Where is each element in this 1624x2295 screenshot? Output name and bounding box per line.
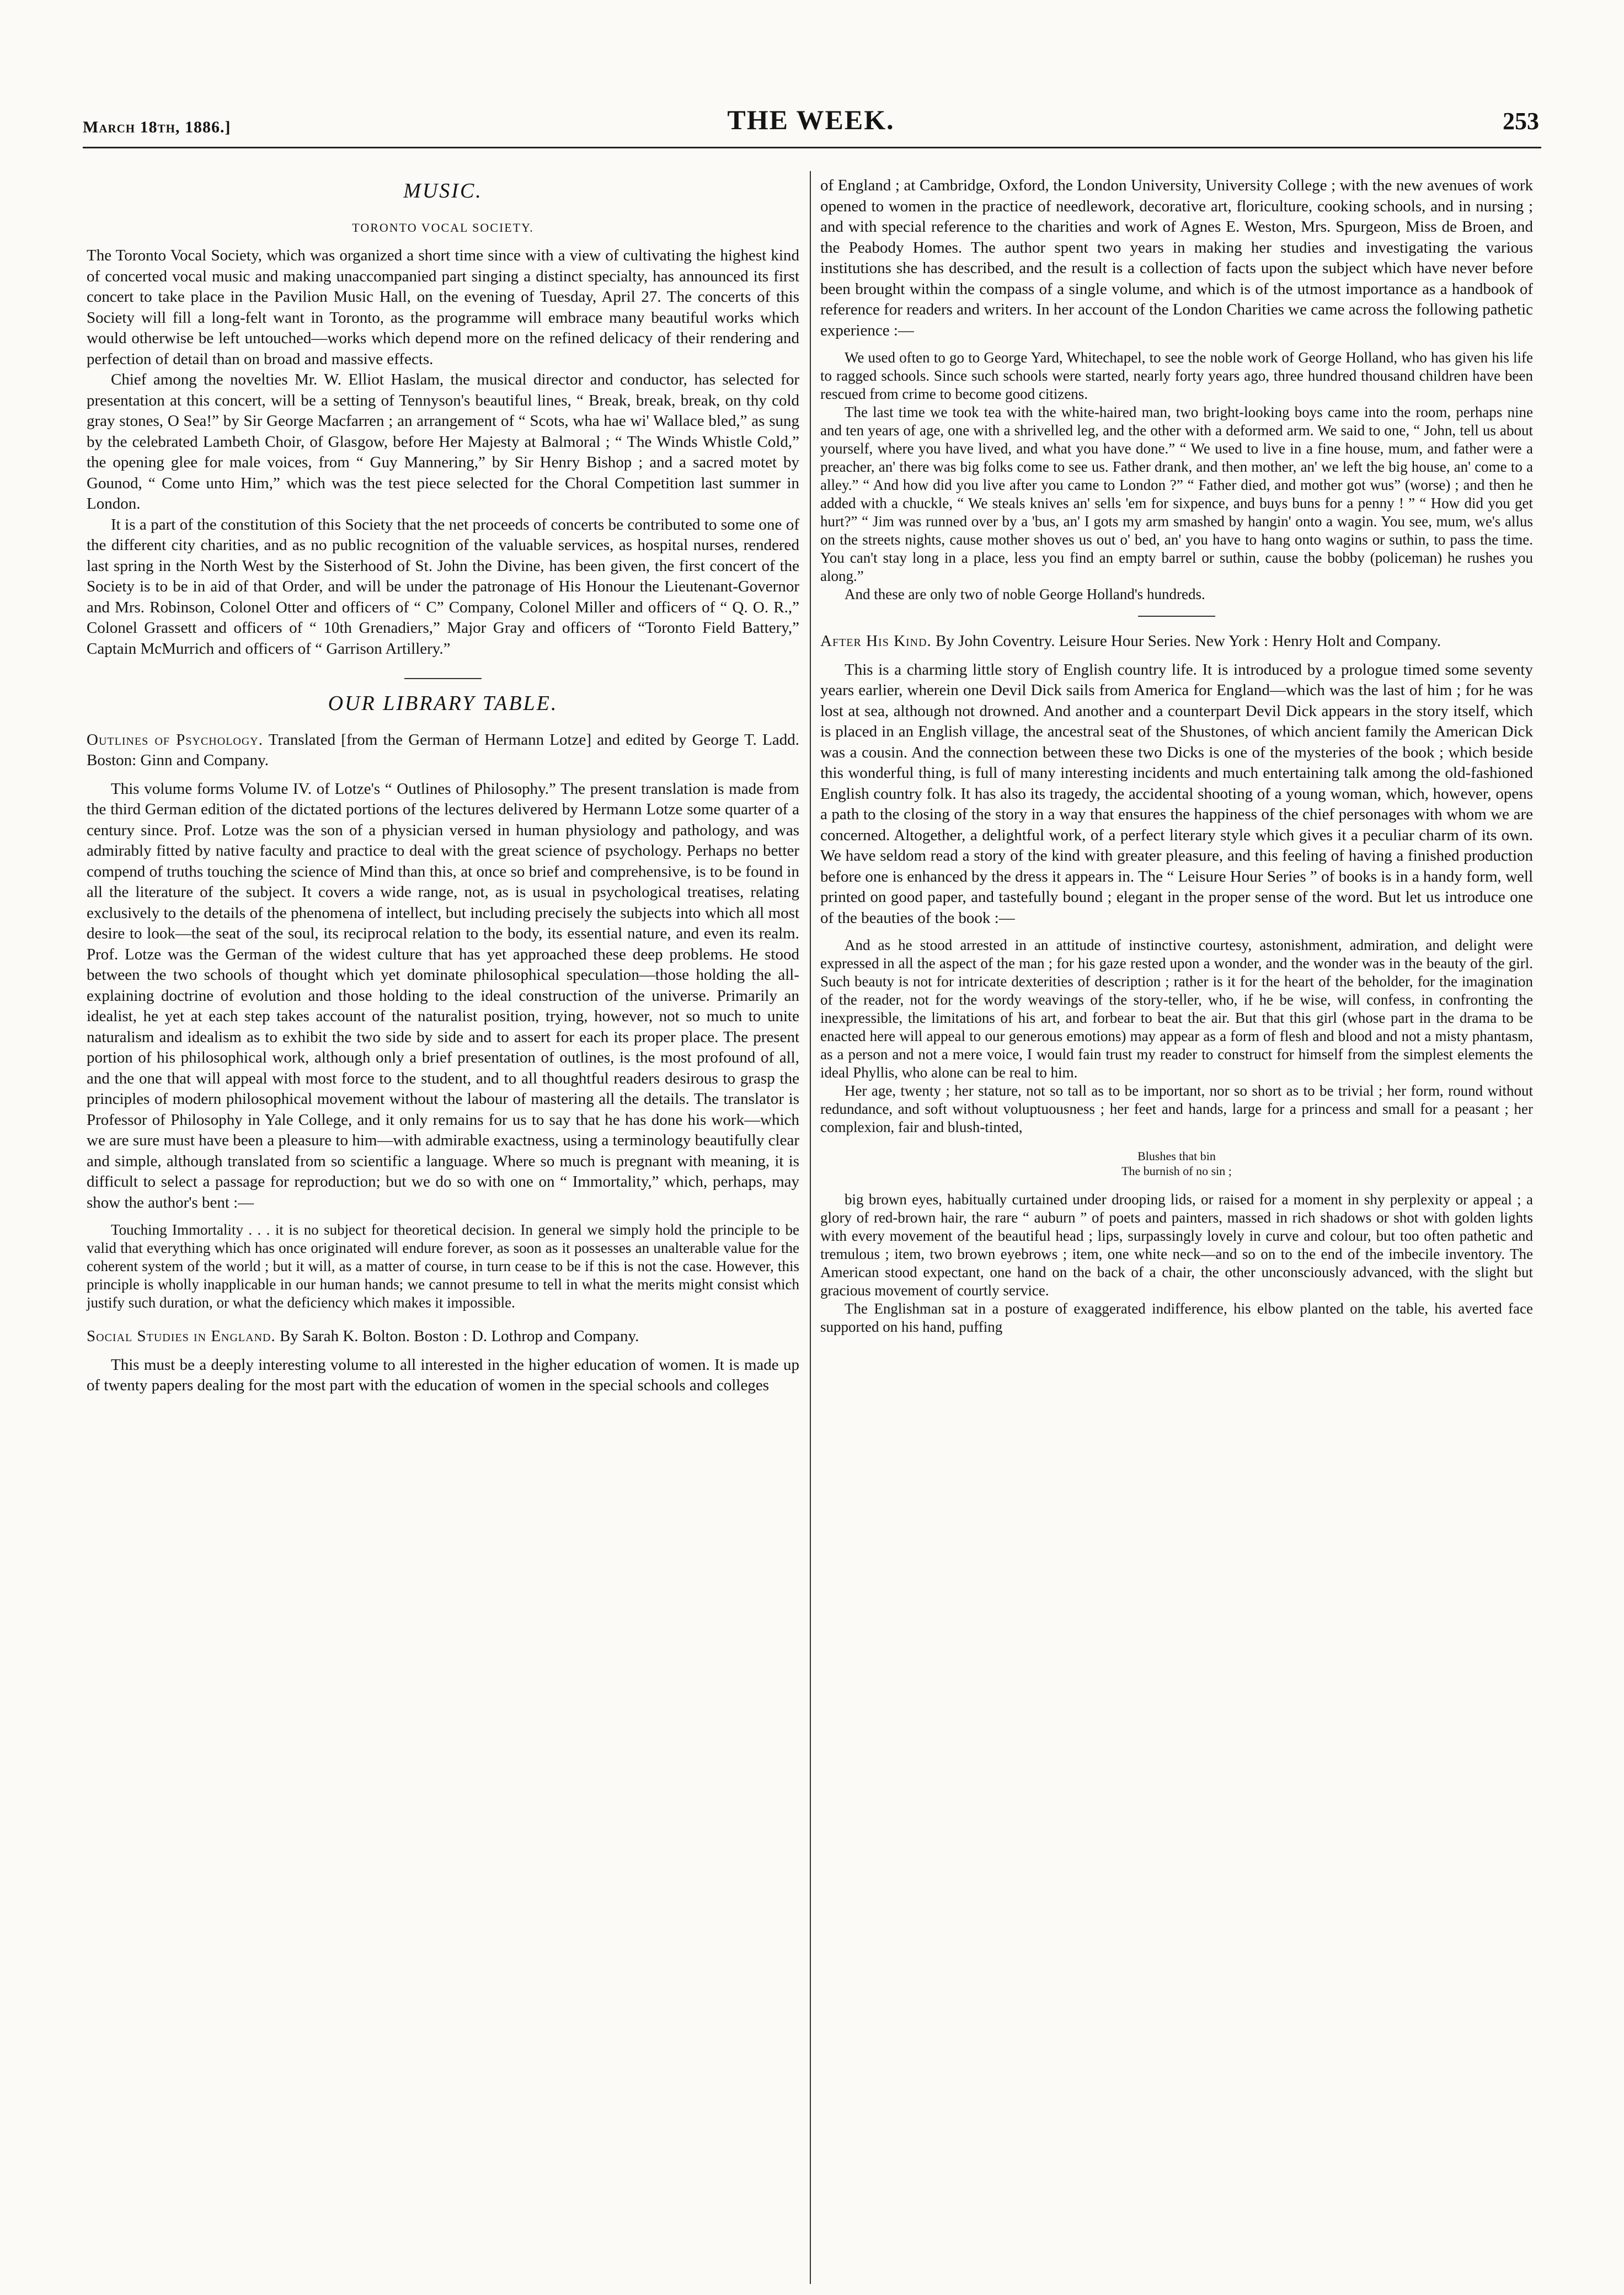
quote-paragraph: We used often to go to George Yard, Whitechapel, to see the noble work of George Holland, who has given his life to ragged schools. Since such schools were started, nearly forty years ago, three hundred thousand children have been rescued from crime to become good citizens. [820,349,1533,402]
review-book-details: Translated [from the German of Hermann Lotze] and edited by George T. Ladd. Boston: Ginn and Company. [87,730,799,769]
review-paragraph-continued: of England ; at Cambridge, Oxford, the London University, University College ; with the new avenues of work opened to women in the practice of needlework, decorative art, floriculture, cooking schools, and in nursing ; and with special reference to the charities and work of Agnes E. Weston, Mrs. Spurgeon, Miss de Broen, and the Peabody Homes. The author spent two years in making her studies and investigating the various institutions she has described, and the result is a collection of facts upon the subject which have never before been brought within the compass of a single volume, and which is of the utmost importance as a handbook of reference for readers and writers. In her account of the London Charities we came across the following pathetic experience :— [820,177,1533,339]
review-paragraph: This is a charming little story of English country life. It is introduced by a prologue timed some seventy years earlier, wherein one Devil Dick sails from America for England—which was the last of him ; for he was lost at sea, although not drowned. And another and a counterpart Devil Dick appears in the story itself, which is placed in an English village, the ancestral seat of the Shustones, of which ancient family the American Dick was a cousin. And the connection between these two Dicks is one of the mysteries of the book ; which beside this wonderful thing, is full of many interesting incidents and much entertaining talk among the old-fashioned English country folk. It has also its tragedy, the accidental shooting of a young woman, which, however, opens a path to the closing of the story in a way that ensures the happiness of the chief personages with whom we are concerned. Altogether, a delightful work, of a perfect literary style which gives it a peculiar charm of its own. We have seldom read a story of the kind with greater pleasure, and this feeling of having a finished production before one is enhanced by the dress it appears in. The “ Leisure Hour Series ” of books is in a handy form, well printed on good paper, and tastefully bound ; elegant in the proper sense of the word. But let us introduce one of the beauties of the book :— [820,660,1533,927]
review-book-details: By Sarah K. Bolton. Boston : D. Lothrop and Company. [279,1327,639,1345]
review-paragraph: This volume forms Volume IV. of Lotze's “ Outlines of Philosophy.” The present translation is made from the third German edition of the dictated portions of the lectures delivered by Hermann Lotze some quarter of a century since. Prof. Lotze was the son of a physician versed in human physiology and pathology, and was admirably fitted by native faculty and practice to deal with the great science of psychology. Perhaps no better compend of truths touching the science of Mind than this, at once so brief and comprehensive, is to be found in all the literature of the subject. It covers a wide range, not, as is usual in psychological treatises, relating exclusively to the details of the phenomena of intellect, but including precisely the subjects into which all most desire to look—the seat of the soul, its reciprocal relation to the body, its essential nature, and even its realm. Prof. Lotze was the German of the widest culture that has yet approached these deep problems. He stood between the two schools of thought which yet dominate philosophical speculation—those holding the all-explaining doctrine of evolution and those holding to the ideal construction of the universe. Primarily an idealist, he yet at each step takes account of the naturalist position, trying, however, not so much to unite naturalism and idealism as to exhibit the two side by side and to assert for each its proper place. The present portion of his philosophical work, although only a brief presentation of outlines, is the most profound of all, and the one that will appeal with most force to the student, and to all thoughtful readers desirous to grasp the principles of modern philosophical movement without the labour of mastering all the details. The translator is Professor of Philosophy in Yale College, and it only remains for us to say that he has done his work—which we are sure must have been a pleasure to him—with admirable exactness, using a terminology beautifully clear and simple, although translated from so scientific a language. Where so much is pregnant with meaning, it is difficult to select a passage for reproduction; but we do so with one on “ Immortality,” which, perhaps, may show the author's bent :— [87,780,799,1211]
page-number: 253 [1503,108,1539,135]
verse-line: Blushes that bin [1137,1149,1216,1163]
quote-paragraph: The last time we took tea with the white-haired man, two bright-looking boys came into the room, perhaps nine and ten years of age, one with a shrivelled leg, and the other with a deformed arm. We said to one, “ John, tell us about yourself, where you have lived, and what you have done.” “ We used to live in a fine house, mum, and father were a preacher, an' there was big folks come to see us. Father drank, and then mother, an' we left the big house, an' come to a alley.” “ And how did you live after you came to London ?” “ Father died, and mother got wus” (worse) ; and then he added with a chuckle, “ We steals knives an' sells 'em for sixpence, and buys buns for a penny ! ” “ How did you get hurt?” “ Jim was runned over by a 'bus, an' I gots my arm smashed by hangin' onto a wagin. You see, mum, we's allus on the streets nights, cause mother shoves us out o' bed, an' you have to hang onto wagins or suthin, to pass the time. You can't stay long in a place, less you find an empty barrel or suthin, cause the bobby (policeman) he rushes you along.” [820,404,1533,584]
quote-paragraph: Her age, twenty ; her stature, not so tall as to be important, nor so short as to be trivial ; her form, round without redundance, and soft without voluptuousness ; her feet and hands, large for a princess and small for a peasant ; her complexion, fair and blush-tinted, [820,1082,1533,1135]
issue-date: March 18th, 1886.] [83,118,231,136]
review-heading [87,1326,799,1347]
quote-paragraph: And as he stood arrested in an attitude of instinctive courtesy, astonishment, admiration, and delight were expressed in all the aspect of the man ; for his gaze rested upon a wonder, and the wonder was in the beauty of the girl. Such beauty is not for intricate dexterities of description ; rather is it for the heart of the beholder, for the imagination of the reader, not for the wordy weavings of the story-teller, who, if he be wise, will confess, in confronting the inexpressible, the limitations of his art, and forbear to beat the air. But that this girl (whose part in the drama to be enacted here will appeal to our generous emotions) may appear as a form of flesh and blood and not a misty phantasm, as a person and not a mere voice, I would fain trust my reader to construct for himself from the simplest elements the ideal Phyllis, who alone can be real to him. [820,937,1533,1081]
review-paragraph: This must be a deeply interesting volume to all interested in the higher education of women. It is made up of twenty papers dealing for the most part with the education of women in the special schools and colleges [87,1355,799,1394]
quote-paragraph: And these are only two of noble George Holland's hundreds. [845,586,1205,602]
review-quote [820,936,1533,1336]
verse-line: The burnish of no sin ; [1121,1164,1232,1178]
quote-paragraph: big brown eyes, habitually curtained under drooping lids, or raised for a moment in shy perplexity or appeal ; a glory of red-brown hair, the rare “ auburn ” of poets and painters, massed in rich shadows or shot with golden lights with every movement of the beautiful head ; lips, surpassingly lovely in curve and colour, but too often pathetic and tremulous ; item, two brown eyebrows ; item, one white neck—and so on to the end of the imbecile inventory. The American stood expectant, one hand on the back of a chair, the other unconsciously advanced, with the slight but gracious movement of courtly service. [820,1191,1533,1299]
review-book-title: After His Kind. [820,632,932,650]
library-section-title: OUR LIBRARY TABLE. [328,692,558,715]
music-paragraph: It is a part of the constitution of this Society that the net proceeds of concerts be contributed to some one of the different city charities, and as no public recognition of the valuable services, as hospital nurses, rendered last spring in the North West by the Sisterhood of St. John the Divine, has been given, the first concert of the Society is to be in aid of that Order, and will be under the patronage of His Honour the Lieutenant-Governor and Mrs. Robinson, Colonel Otter and officers of “ C” Company, Colonel Miller and officers of “ Q. O. R.,” Colonel Grassett and officers of “ 10th Grenadiers,” Major Gray and officers of “Toronto Field Battery,” Captain McMurrich and officers of “ Garrison Artillery.” [87,515,799,658]
verse-quote [820,1149,1533,1178]
music-paragraph: Chief among the novelties Mr. W. Elliot Haslam, the musical director and conductor, has selected for presentation at this concert, will be a setting of Tennyson's beautiful lines, “ Break, break, break, on thy cold gray stones, O Sea!” by Sir George Macfarren ; an arrangement of “ Scots, wha hae wi' Wallace bled,” as sung by the celebrated Lambeth Choir, of Glasgow, before Her Majesty at Balmoral ; “ The Winds Whistle Cold,” the opening glee for male voices, from “ Guy Mannering,” by Sir Henry Bishop ; and a sacred motet by Gounod, “ Come unto Him,” which was the test piece selected for the Choral Competition last summer in London. [87,371,799,513]
review-heading [820,631,1533,652]
masthead-title: THE WEEK. [727,104,895,135]
review-quote [820,349,1533,604]
review-book-title: Social Studies in England. [87,1327,276,1345]
music-paragraph: The Toronto Vocal Society, which was organized a short time since with a view of cultivating the highest kind of concerted vocal music and making unaccompanied part singing a distinct specialty, has announced its first concert to take place in the Pavilion Music Hall, on the evening of Tuesday, April 27. The concerts of this Society will fill a long-felt want in Toronto, as the programme will embrace many beautiful works which would otherwise be left untouched—works which depend more on the refined delicacy of their rendering and perfection of detail than on broad and massive effects. [87,247,799,368]
right-column [820,175,1533,1344]
music-subheading: TORONTO VOCAL SOCIETY. [352,220,534,234]
column-divider [810,171,811,2284]
header-rule [83,147,1541,148]
review-quote [87,1221,799,1312]
page-header [83,104,1539,142]
quote-paragraph: The Englishman sat in a posture of exaggerated indifference, his elbow planted on the table, his averted face supported on his hand, puffing [820,1300,1533,1335]
quote-paragraph: Touching Immortality . . . it is no subject for theoretical decision. In general we simply hold the principle to be valid that everything which has once originated will endure forever, as soon as it possesses an unalterable value for the coherent system of the world ; but it will, as a matter of course, in turn cease to be if this is not the case. However, this principle is wholly inapplicable in our human hands; we cannot presume to tell in what the merits might consist which justify such duration, or what the deficiency which makes it impossible. [87,1221,799,1311]
section-divider [404,678,482,679]
left-column [87,175,799,1396]
music-section-title: MUSIC. [403,179,483,202]
review-book-title: Outlines of Psychology. [87,730,263,749]
section-divider [1138,616,1215,617]
review-heading [87,730,799,771]
review-book-details: By John Coventry. Leisure Hour Series. New York : Henry Holt and Company. [936,632,1441,650]
